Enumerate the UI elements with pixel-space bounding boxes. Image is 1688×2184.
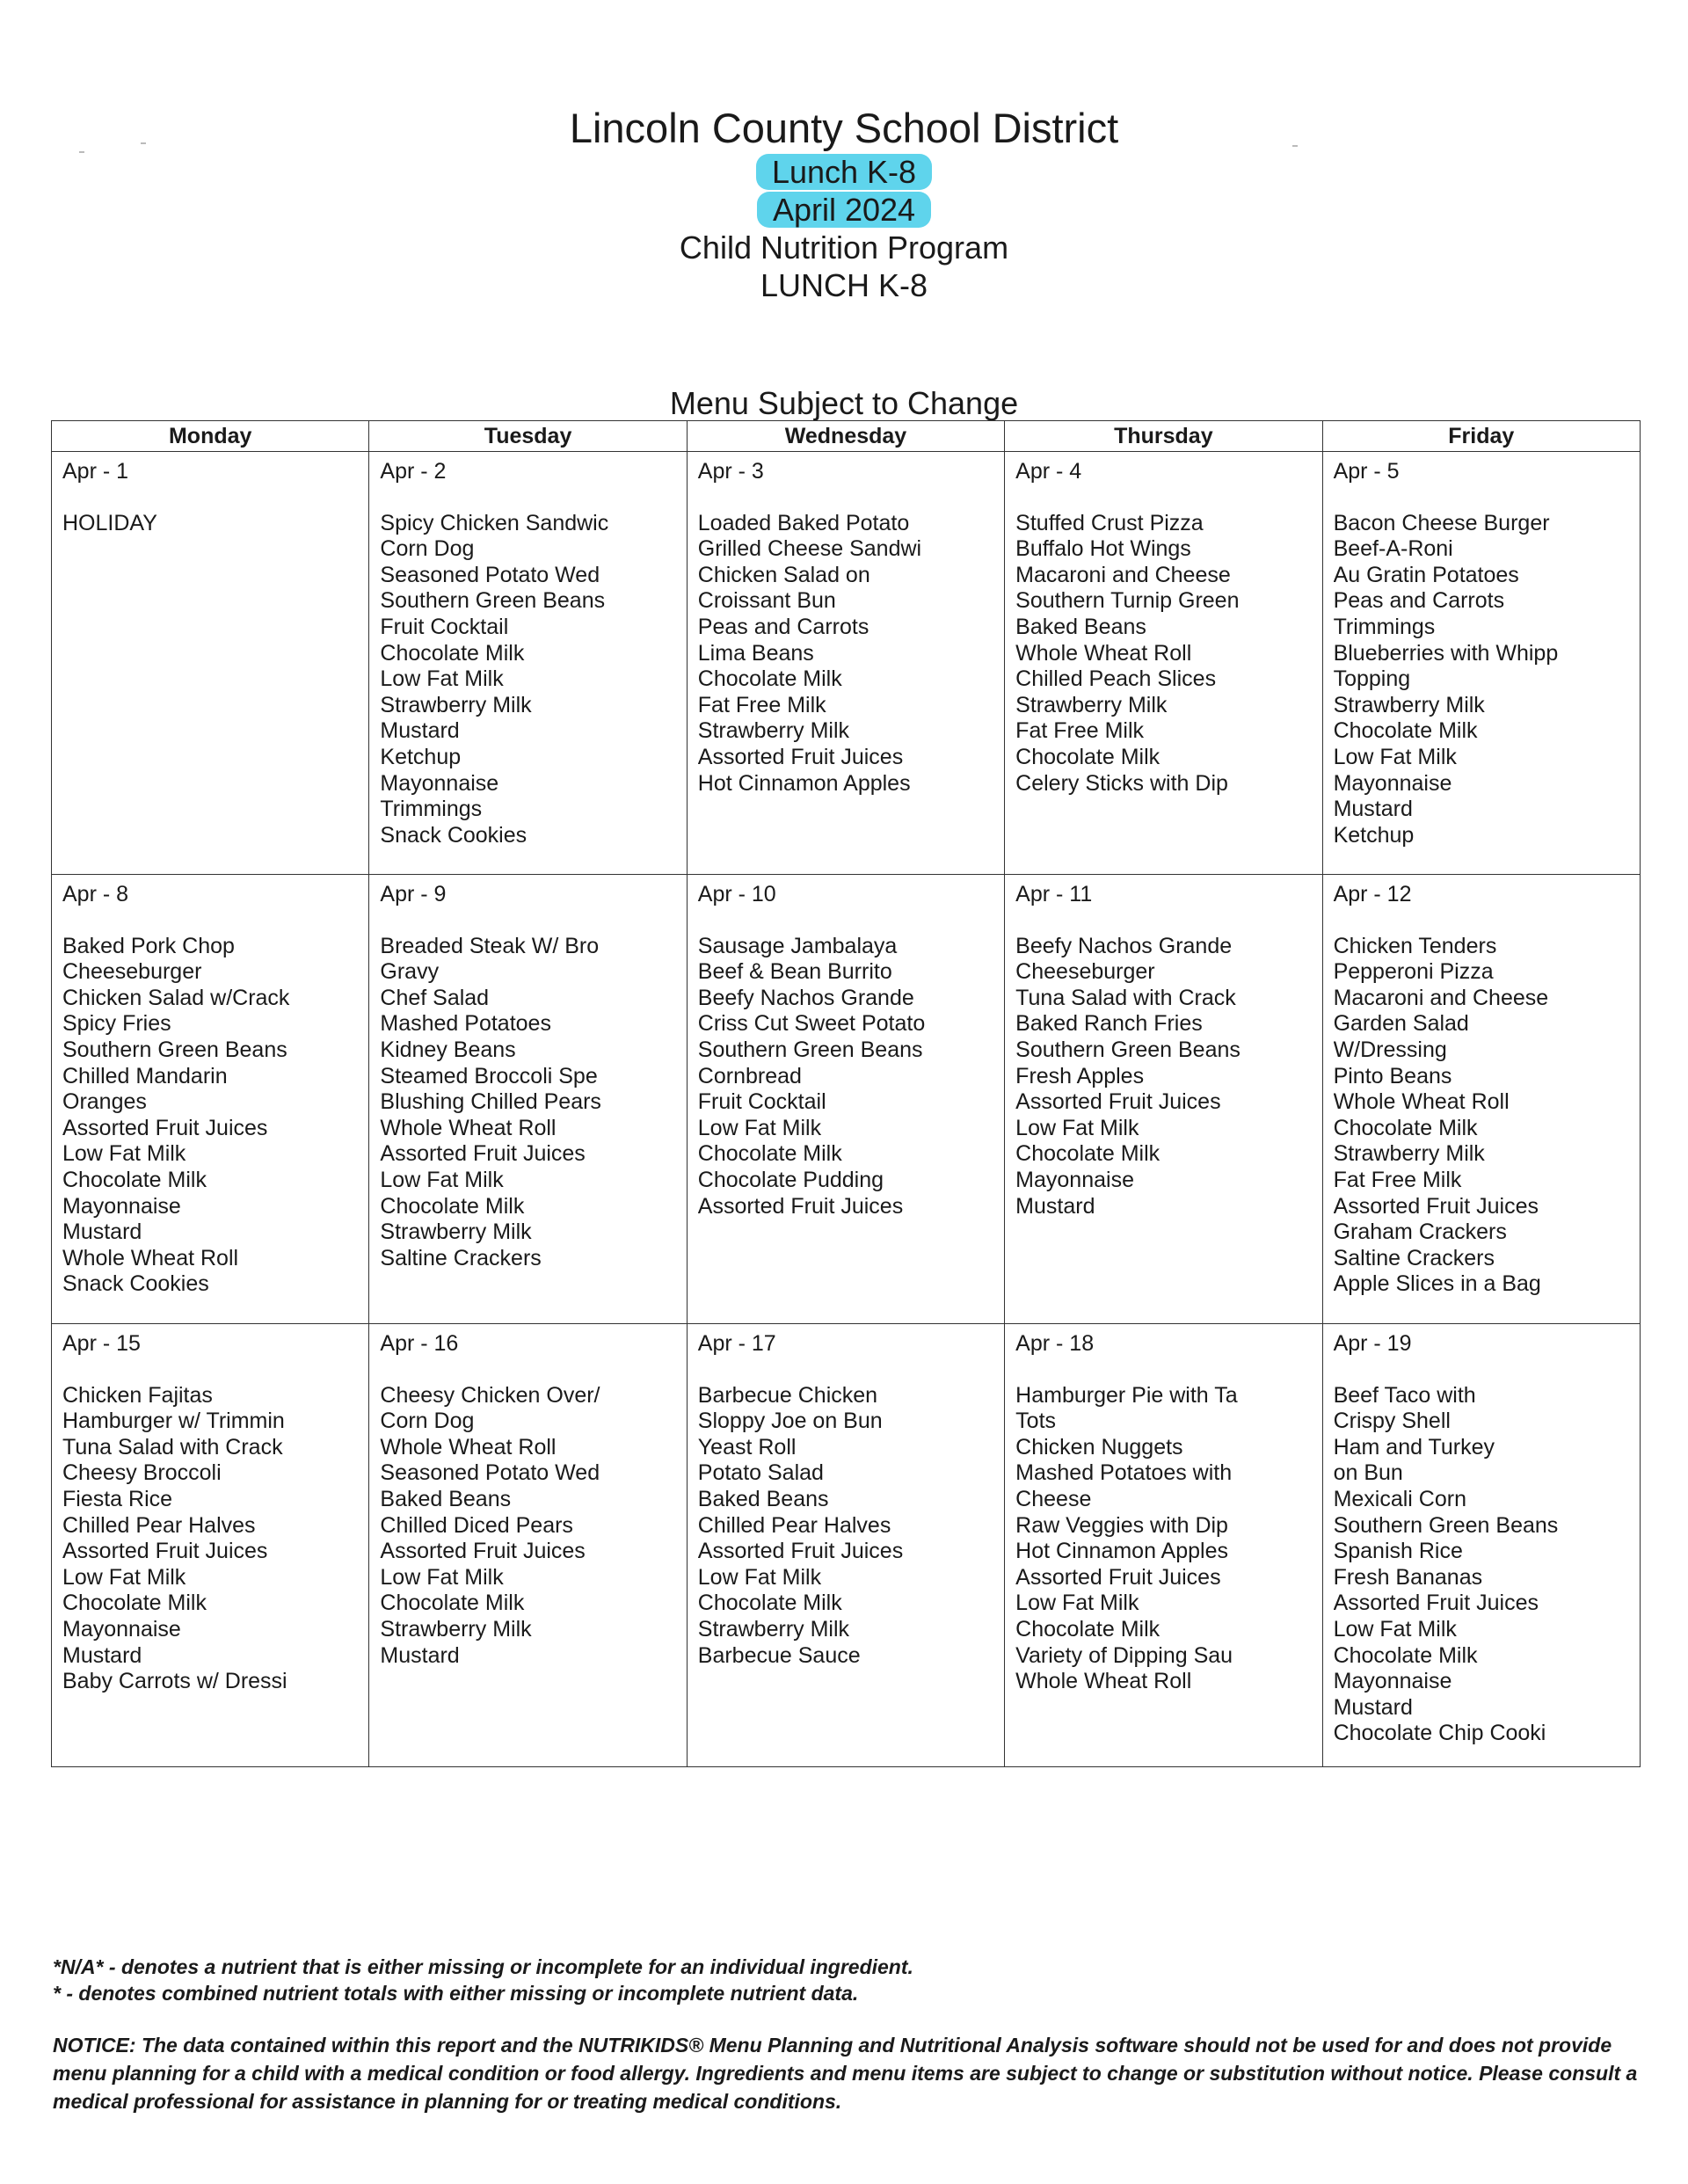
menu-item: Low Fat Milk [1333,1616,1457,1642]
day-date: Apr - 19 [1333,1331,1412,1356]
menu-item: HOLIDAY [62,510,157,535]
menu-item: Blushing Chilled Pears [380,1089,601,1115]
menu-item: Grilled Cheese Sandwi [697,536,922,562]
menu-item: Pinto Beans [1333,1063,1452,1088]
menu-item-list [1015,511,1313,797]
menu-item: Baby Carrots w/ Dressi [62,1669,287,1694]
menu-item: Low Fat Milk [697,1115,822,1140]
menu-item: Chocolate Milk [697,1141,842,1167]
menu-item: Assorted Fruit Juices [380,1141,586,1167]
menu-item-list [1334,934,1631,1298]
menu-item: Mustard [1333,797,1413,822]
menu-item: Chocolate Milk [380,1591,525,1616]
menu-item: Assorted Fruit Juices [380,1539,586,1564]
menu-item-list [62,934,360,1298]
menu-item: Whole Wheat Roll [380,1434,557,1460]
menu-item: Chocolate Milk [697,1591,842,1616]
menu-item: Hot Cinnamon Apples [1015,1539,1228,1564]
menu-item: Mustard [380,1642,460,1668]
day-cell [1322,1324,1640,1767]
menu-item: Fat Free Milk [1333,1167,1462,1192]
menu-item: Strawberry Milk [380,1616,532,1642]
menu-item: Southern Green Beans [1015,1037,1241,1062]
menu-item: Southern Turnip Green [1015,588,1240,614]
menu-item: Lima Beans [697,640,814,666]
menu-item: Fat Free Milk [1015,718,1145,744]
menu-item: Ham and Turkey [1333,1434,1495,1460]
menu-item-list [62,511,360,537]
day-date: Apr - 9 [380,882,447,906]
menu-item: Low Fat Milk [1015,1591,1139,1616]
menu-item: Trimmings [380,797,483,822]
menu-item: Mayonnaise [1015,1167,1134,1192]
menu-item: Apple Slices in a Bag [1333,1271,1541,1297]
day-date: Apr - 10 [697,882,776,906]
menu-item: W/Dressing [1333,1037,1447,1062]
menu-item: Blueberries with Whipp [1333,640,1559,666]
menu-item: Fresh Bananas [1333,1564,1483,1590]
menu-item: Fruit Cocktail [697,1089,826,1115]
menu-item: Low Fat Milk [62,1564,186,1590]
day-cell [52,452,369,875]
menu-item: Assorted Fruit Juices [697,1539,904,1564]
menu-item-list [698,511,995,797]
menu-item: Whole Wheat Roll [380,1115,557,1140]
menu-item: Mustard [62,1642,142,1668]
menu-item: Strawberry Milk [1333,1141,1485,1167]
menu-item: Strawberry Milk [380,1219,532,1245]
menu-item: Mustard [380,718,460,744]
menu-item: Chilled Mandarin [62,1063,228,1088]
menu-item: Buffalo Hot Wings [1015,536,1191,562]
day-header-monday: Monday [52,421,369,452]
day-cell [1005,452,1322,875]
menu-item: Barbecue Sauce [697,1642,861,1668]
menu-item: Assorted Fruit Juices [62,1115,268,1140]
day-date: Apr - 16 [380,1331,459,1356]
menu-item: Strawberry Milk [697,718,850,744]
menu-item: Raw Veggies with Dip [1015,1512,1228,1538]
menu-item: Sausage Jambalaya [697,933,898,958]
menu-item: Baked Beans [697,1486,829,1511]
menu-item: Criss Cut Sweet Potato [697,1011,926,1037]
week-row [52,452,1641,875]
menu-item: Chilled Pear Halves [697,1512,891,1538]
menu-item: Crispy Shell [1333,1409,1451,1434]
menu-item: Bacon Cheese Burger [1333,510,1550,535]
menu-item: Chocolate Milk [62,1591,207,1616]
menu-item: Mexicali Corn [1333,1486,1466,1511]
menu-item: Whole Wheat Roll [62,1245,239,1270]
menu-item: Whole Wheat Roll [1015,640,1192,666]
menu-item: Mustard [1015,1193,1095,1219]
program-name: Child Nutrition Program [679,229,1009,266]
day-header-wednesday: Wednesday [687,421,1004,452]
footnote-na: *N/A* - denotes a nutrient that is either missing or incomplete for an individual ingredient. [53,1955,913,1978]
menu-item: Hamburger Pie with Ta [1015,1382,1238,1408]
menu-item: Mustard [62,1219,142,1245]
menu-item: Chocolate Milk [380,640,525,666]
day-date: Apr - 8 [62,882,129,906]
menu-item: Chilled Pear Halves [62,1512,256,1538]
day-header-thursday: Thursday [1005,421,1322,452]
menu-item: Chocolate Milk [1015,1616,1160,1642]
menu-item: Cheeseburger [1015,959,1155,985]
day-date: Apr - 5 [1333,459,1400,484]
menu-item: Low Fat Milk [380,1564,504,1590]
menu-item: Mashed Potatoes with [1015,1460,1233,1486]
weekday-header-row [52,421,1641,452]
menu-item: Variety of Dipping Sau [1015,1642,1233,1668]
day-cell [1005,875,1322,1324]
menu-item: Low Fat Milk [62,1141,186,1167]
menu-item: Mayonnaise [1333,770,1452,796]
day-header-friday: Friday [1322,421,1640,452]
document-header [0,104,1688,304]
menu-item: Mashed Potatoes [380,1011,551,1037]
menu-item: Beefy Nachos Grande [697,985,914,1010]
menu-item: on Bun [1333,1460,1403,1486]
menu-item: Seasoned Potato Wed [380,562,600,587]
menu-item: Au Gratin Potatoes [1333,562,1519,587]
menu-item: Celery Sticks with Dip [1015,770,1228,796]
menu-item-list [1015,934,1313,1220]
day-date: Apr - 1 [62,459,129,484]
menu-item: Whole Wheat Roll [1015,1669,1192,1694]
menu-item: Tuna Salad with Crack [1015,985,1236,1010]
menu-item: Chicken Nuggets [1015,1434,1183,1460]
lunch-label: LUNCH K-8 [760,267,928,303]
menu-item: Strawberry Milk [1333,692,1485,717]
menu-item: Southern Green Beans [1333,1512,1559,1538]
menu-item: Trimmings [1333,614,1436,639]
menu-item: Chef Salad [380,985,490,1010]
menu-item: Baked Beans [380,1486,512,1511]
menu-item: Chocolate Milk [62,1167,207,1192]
menu-item: Cheesy Chicken Over/ [380,1382,600,1408]
menu-item: Mayonnaise [62,1616,181,1642]
menu-item: Gravy [380,959,440,985]
menu-item: Beef Taco with [1333,1382,1476,1408]
menu-item: Barbecue Chicken [697,1382,878,1408]
menu-item: Baked Beans [1015,614,1146,639]
menu-item: Fiesta Rice [62,1486,173,1511]
day-date: Apr - 3 [697,459,764,484]
menu-item: Assorted Fruit Juices [1015,1089,1221,1115]
menu-item: Southern Green Beans [62,1037,287,1062]
day-date: Apr - 15 [62,1331,141,1356]
menu-item: Seasoned Potato Wed [380,1460,600,1486]
menu-item: Chocolate Milk [380,1193,525,1219]
menu-item: Chocolate Chip Cooki [1333,1721,1546,1746]
day-cell [369,875,687,1324]
footnotes [53,1954,1644,2115]
notice-text: NOTICE: The data contained within this report and the NUTRIKIDS® Menu Planning and Nutritional Analysis software should not be used for and does not provide menu planning for a child with a medical condition or food allergy. Ingredients and menu items are subject to change or substitution without notice. Please consult a medical professional for assistance in planning for or treating medical conditions. [53,2034,1638,2113]
menu-item: Mayonnaise [62,1193,181,1219]
day-cell [52,875,369,1324]
menu-item: Loaded Baked Potato [697,510,910,535]
menu-item: Spicy Fries [62,1011,171,1037]
week-row [52,1324,1641,1767]
menu-item: Whole Wheat Roll [1333,1089,1510,1115]
menu-item: Potato Salad [697,1460,824,1486]
day-cell [369,452,687,875]
menu-item: Assorted Fruit Juices [1015,1564,1221,1590]
menu-item: Snack Cookies [62,1271,209,1297]
menu-item-list [380,511,677,849]
menu-item: Spicy Chicken Sandwic [380,510,609,535]
menu-item-list [1334,511,1631,849]
menu-item: Chicken Salad on [697,562,870,587]
menu-item-list [1015,1383,1313,1695]
day-cell [687,875,1004,1324]
menu-item: Chocolate Milk [1015,1141,1160,1167]
menu-item: Beef & Bean Burrito [697,959,892,985]
menu-item: Southern Green Beans [380,588,606,614]
menu-item: Peas and Carrots [697,614,869,639]
menu-item: Southern Green Beans [697,1037,923,1062]
menu-item: Chocolate Milk [1333,718,1478,744]
menu-item: Mayonnaise [380,770,499,796]
menu-item: Cheeseburger [62,959,202,985]
menu-item-list [380,1383,677,1670]
menu-item: Fruit Cocktail [380,614,509,639]
menu-item-list [1334,1383,1631,1747]
menu-item: Saltine Crackers [380,1245,542,1270]
menu-item: Ketchup [380,744,462,769]
menu-item: Chocolate Milk [697,666,842,692]
menu-item: Pepperoni Pizza [1333,959,1494,985]
menu-item: Tuna Salad with Crack [62,1434,283,1460]
menu-item: Assorted Fruit Juices [1333,1591,1539,1616]
menu-item: Croissant Bun [697,588,836,614]
menu-item: Beef-A-Roni [1333,536,1453,562]
menu-item: Chicken Salad w/Crack [62,985,290,1010]
grade-line: Lunch K-8 [756,154,932,190]
menu-item: Hot Cinnamon Apples [697,770,911,796]
menu-subject-note: Menu Subject to Change [669,385,1019,421]
menu-item: Chocolate Pudding [697,1167,884,1192]
day-date: Apr - 17 [697,1331,776,1356]
menu-item: Garden Salad [1333,1011,1469,1037]
day-cell [1005,1324,1322,1767]
menu-item: Kidney Beans [380,1037,516,1062]
menu-item: Oranges [62,1089,147,1115]
menu-item: Topping [1333,666,1411,692]
menu-item: Low Fat Milk [1333,744,1457,769]
menu-item: Cornbread [697,1063,802,1088]
menu-item: Steamed Broccoli Spe [380,1063,598,1088]
menu-item: Chilled Peach Slices [1015,666,1217,692]
menu-item: Chicken Fajitas [62,1382,213,1408]
footnote-star: * - denotes combined nutrient totals with either missing or incomplete nutrient data. [53,1982,859,2005]
menu-item: Stuffed Crust Pizza [1015,510,1204,535]
menu-item: Chicken Tenders [1333,933,1497,958]
menu-item: Beefy Nachos Grande [1015,933,1233,958]
menu-item: Strawberry Milk [1015,692,1168,717]
menu-item: Strawberry Milk [380,692,532,717]
menu-item: Baked Ranch Fries [1015,1011,1203,1037]
menu-calendar-table [51,420,1641,1767]
menu-item: Yeast Roll [697,1434,797,1460]
menu-item: Ketchup [1333,822,1415,848]
menu-item: Assorted Fruit Juices [62,1539,268,1564]
menu-item: Low Fat Milk [380,1167,504,1192]
menu-item: Hamburger w/ Trimmin [62,1409,285,1434]
day-date: Apr - 11 [1015,882,1093,906]
menu-item: Chocolate Milk [1333,1642,1478,1668]
menu-item: Low Fat Milk [1015,1115,1139,1140]
month-line: April 2024 [757,192,931,228]
menu-item: Corn Dog [380,536,475,562]
menu-item: Assorted Fruit Juices [697,744,904,769]
menu-item: Peas and Carrots [1333,588,1505,614]
menu-item: Spanish Rice [1333,1539,1463,1564]
menu-item: Snack Cookies [380,822,528,848]
menu-item: Macaroni and Cheese [1333,985,1549,1010]
menu-item: Sloppy Joe on Bun [697,1409,883,1434]
menu-item: Corn Dog [380,1409,475,1434]
day-cell [1322,452,1640,875]
day-date: Apr - 12 [1333,882,1412,906]
day-date: Apr - 2 [380,459,447,484]
menu-item: Macaroni and Cheese [1015,562,1231,587]
menu-item: Cheese [1015,1486,1092,1511]
menu-item: Mayonnaise [1333,1669,1452,1694]
day-cell [687,452,1004,875]
menu-item: Saltine Crackers [1333,1245,1495,1270]
menu-item-list [698,934,995,1220]
menu-item: Baked Pork Chop [62,933,235,958]
menu-item: Chocolate Milk [1333,1115,1478,1140]
day-date: Apr - 18 [1015,1331,1095,1356]
menu-item: Graham Crackers [1333,1219,1507,1245]
day-date: Apr - 4 [1015,459,1082,484]
menu-item: Mustard [1333,1694,1413,1720]
menu-item: Strawberry Milk [697,1616,850,1642]
district-title: Lincoln County School District [569,105,1119,151]
menu-item: Fat Free Milk [697,692,826,717]
menu-item: Fresh Apples [1015,1063,1145,1088]
menu-item-list [380,934,677,1272]
day-cell [52,1324,369,1767]
menu-item-list [62,1383,360,1695]
menu-item: Chocolate Milk [1015,744,1160,769]
menu-item-list [698,1383,995,1670]
menu-item: Tots [1015,1409,1057,1434]
day-cell [687,1324,1004,1767]
day-header-tuesday: Tuesday [369,421,687,452]
week-row [52,875,1641,1324]
menu-item: Assorted Fruit Juices [697,1193,904,1219]
menu-item: Cheesy Broccoli [62,1460,222,1486]
menu-item: Low Fat Milk [697,1564,822,1590]
menu-item: Breaded Steak W/ Bro [380,933,600,958]
day-cell [369,1324,687,1767]
menu-item: Chilled Diced Pears [380,1512,573,1538]
menu-item: Low Fat Milk [380,666,504,692]
day-cell [1322,875,1640,1324]
menu-item: Assorted Fruit Juices [1333,1193,1539,1219]
